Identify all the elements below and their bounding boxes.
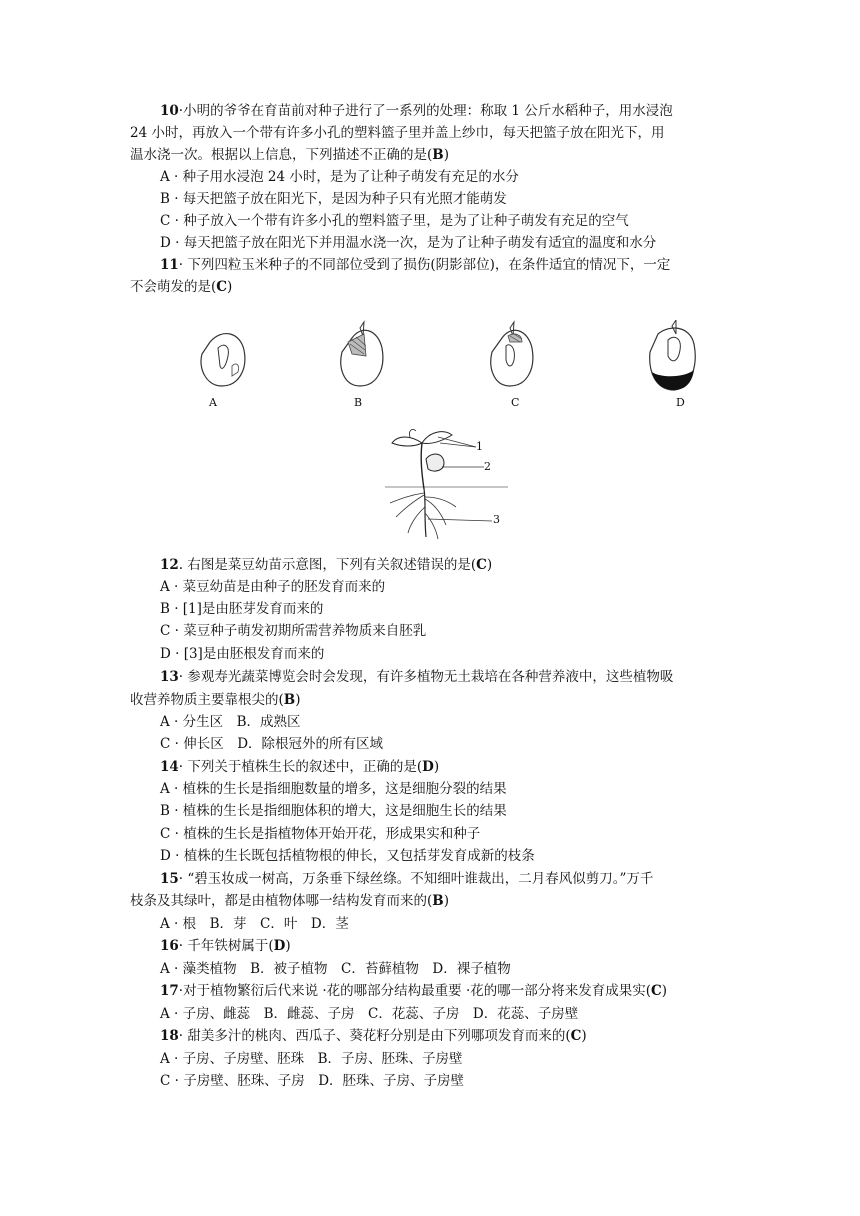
corn-seed-figures bbox=[180, 320, 720, 415]
q15-options: A · 根 B．芽 C．叶 D．茎 bbox=[160, 916, 349, 932]
q12-option-d: D · [3]是由胚根发育而来的 bbox=[160, 646, 325, 662]
q16-line-1: 16· 千年铁树属于(D) bbox=[160, 938, 291, 954]
q13-option-ab: A · 分生区 B．成熟区 bbox=[160, 714, 301, 730]
seedling-label-1: 1 bbox=[476, 440, 483, 453]
q11-line-2: 不会萌发的是(C) bbox=[130, 279, 233, 295]
q18-answer: C bbox=[570, 1028, 582, 1044]
q10-option-b: B · 每天把篮子放在阳光下，是因为种子只有光照才能萌发 bbox=[160, 191, 507, 207]
q14-option-d: D · 植株的生长既包括植物根的伸长，又包括芽发育成新的枝条 bbox=[160, 848, 535, 864]
q10-line-2: 24 小时，再放入一个带有许多小孔的塑料篮子里并盖上纱巾，每天把篮子放在阳光下，用 bbox=[130, 125, 665, 141]
corn-seed-d bbox=[650, 320, 695, 390]
q10-line-3: 温水浇一次。根据以上信息，下列描述不正确的是(B) bbox=[130, 147, 449, 163]
q10-option-c: C · 种子放入一个带有许多小孔的塑料篮子里，是为了让种子萌发有充足的空气 bbox=[160, 213, 629, 229]
corn-seed-a bbox=[201, 334, 245, 386]
q14-option-a: A · 植株的生长是指细胞数量的增多，这是细胞分裂的结果 bbox=[160, 781, 507, 797]
q14-line-1: 14· 下列关于植株生长的叙述中，正确的是(D) bbox=[160, 759, 440, 775]
q12-line-1: 12. 右图是菜豆幼苗示意图，下列有关叙述错误的是(C) bbox=[160, 557, 493, 573]
q17-line-1: 17·对于植物繁衍后代来说 ·花的哪部分结构最重要 ·花的哪一部分将来发育成果实(C) bbox=[160, 983, 668, 999]
corn-seed-b bbox=[341, 322, 383, 386]
seed-label-d: D bbox=[676, 396, 685, 409]
q11-answer: C bbox=[216, 279, 228, 295]
q11-line-1: 11· 下列四粒玉米种子的不同部位受到了损伤(阴影部位)，在条件适宜的情况下，一定 bbox=[160, 257, 671, 273]
q14-option-c: C · 植株的生长是指植物体开始开花，形成果实和种子 bbox=[160, 826, 481, 842]
corn-seed-c bbox=[491, 322, 533, 386]
q18-option-cd: C · 子房壁、胚珠、子房 D．胚珠、子房、子房壁 bbox=[160, 1073, 465, 1089]
q12-answer: C bbox=[476, 557, 487, 573]
q13-line-1: 13· 参观寿光蔬菜博览会时会发现，有许多植物无土栽培在各种营养液中，这些植物吸 bbox=[160, 669, 674, 685]
seedling-label-2: 2 bbox=[484, 460, 491, 473]
q10-option-a: A · 种子用水浸泡 24 小时，是为了让种子萌发有充足的水分 bbox=[160, 169, 519, 185]
q15-line-2: 枝条及其绿叶，都是由植物体哪一结构发育而来的(B) bbox=[130, 893, 449, 909]
q16-options: A · 藻类植物 B．被子植物 C．苔藓植物 D．裸子植物 bbox=[160, 961, 511, 977]
q10-answer: B bbox=[432, 147, 444, 163]
seed-label-a: A bbox=[209, 396, 217, 409]
seedling-label-3: 3 bbox=[493, 513, 500, 526]
q12-option-c: C · 菜豆种子萌发初期所需营养物质来自胚乳 bbox=[160, 623, 427, 639]
q12-option-b: B · [1]是由胚芽发育而来的 bbox=[160, 601, 324, 617]
q13-line-2: 收营养物质主要靠根尖的(B) bbox=[130, 692, 301, 708]
q12-option-a: A · 菜豆幼苗是由种子的胚发育而来的 bbox=[160, 579, 386, 595]
q16-answer: D bbox=[273, 938, 286, 954]
q15-line-1: 15· “碧玉妆成一树高，万条垂下绿丝绦。不知细叶谁裁出，二月春风似剪刀。”万千 bbox=[160, 871, 654, 887]
q18-line-1: 18· 甜美多汁的桃肉、西瓜子、葵花籽分别是由下列哪项发育而来的(C) bbox=[160, 1028, 587, 1044]
q17-options: A · 子房、雌蕊 B．雌蕊、子房 C．花蕊、子房 D．花蕊、子房壁 bbox=[160, 1006, 579, 1022]
bean-seedling-figure bbox=[380, 425, 530, 545]
q18-option-ab: A · 子房、子房壁、胚珠 B．子房、胚珠、子房壁 bbox=[160, 1051, 463, 1067]
q10-option-d: D · 每天把篮子放在阳光下并用温水浇一次，是为了让种子萌发有适宜的温度和水分 bbox=[160, 235, 657, 251]
q14-answer: D bbox=[422, 759, 434, 775]
seed-label-c: C bbox=[511, 396, 520, 409]
q13-answer: B bbox=[283, 692, 296, 708]
q10-line-1: 10·小明的爷爷在育苗前对种子进行了一系列的处理：称取 1 公斤水稻种子，用水浸泡 bbox=[160, 103, 673, 119]
seed-label-b: B bbox=[354, 396, 363, 409]
q17-answer: C bbox=[651, 983, 662, 999]
q15-answer: B bbox=[432, 893, 444, 909]
q14-option-b: B · 植株的生长是指细胞体积的增大，这是细胞生长的结果 bbox=[160, 803, 507, 819]
q13-option-cd: C · 伸长区 D．除根冠外的所有区域 bbox=[160, 736, 384, 752]
